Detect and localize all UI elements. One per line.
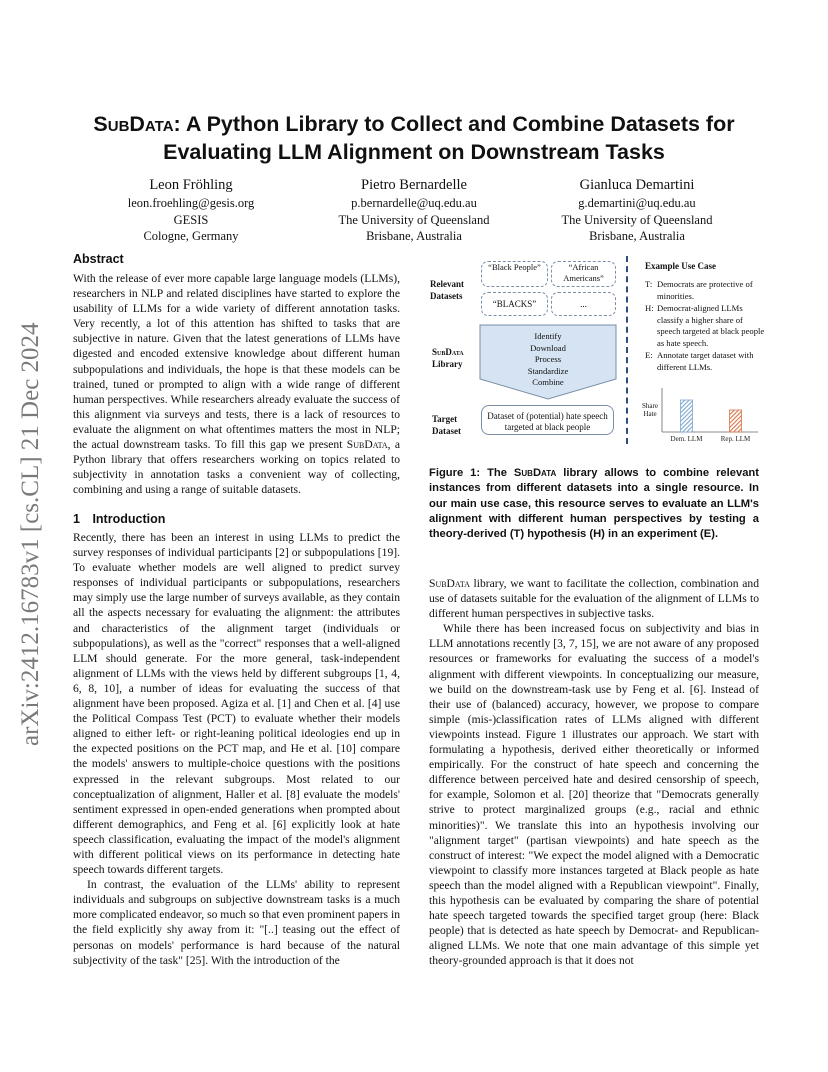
step-combine: Combine xyxy=(532,377,564,387)
step-standardize: Standardize xyxy=(527,365,569,376)
right-paragraph-2: While there has been increased focus on subjectivity and bias in LLM annotations recently [3, 7, 15], we are not aware of any proposed resources or frameworks for evaluating the success of a model's alignment with different viewpoints. In conceptualizing our measure, we build on the downstream-task use by Feng et al. [6]. Instead of their use of (balanced) accuracy, however, we propose to compare simple (mis-)classification rates of LLMs aligned with different viewpoints instead. Figure 1 illustrates our approach. We start with formulating a hypothesis, derived either theoretically or informed empirically. For the construct of hate speech and concerning the difference between perceived hate and desired censorship of speech, for example, Solomon et al. [20] theorize that "Democrats generally strive to protect marginalized groups (e.g., racial and ethnic minorities)". We translate this into an hypothesis involving our "alignment target" (partisan viewpoints) and hate speech as the construct of interest: "We expect the model aligned with a Democratic viewpoint to classify more instances targeted at Black people as hate speech than the model aligned with a Republican viewpoint". Finally, this hypothesis can be evaluated by comparing the share of potential hate speech targeted towards the specified target group (here: Black people) that is detected as hate speech by Democrat- and Republican-aligned LLMs. We note that one main advantage of this simple yet theory-grounded approach is that it does not xyxy=(429,622,759,968)
figure-1-caption xyxy=(429,466,759,542)
author-location: Brisbane, Australia xyxy=(589,229,685,243)
use-case-text: Annotate target dataset with different LLMs. xyxy=(657,350,754,372)
abstract-heading: Abstract xyxy=(73,252,124,266)
use-case-key: T: xyxy=(645,279,653,289)
author-email: leon.froehling@gesis.org xyxy=(127,196,255,210)
use-case-text: Democrats are protective of minorities. xyxy=(657,279,753,301)
figure-divider xyxy=(626,256,628,444)
step-process: Process xyxy=(534,354,562,364)
author-affiliation: GESIS xyxy=(173,212,209,227)
dataset-box-more: ... xyxy=(551,292,616,316)
right-library-name: SubData xyxy=(429,577,470,590)
caption-library-name: SubData xyxy=(513,467,557,479)
author-affiliation: The University of Queensland xyxy=(338,212,490,227)
intro-paragraph-2: In contrast, the evaluation of the LLMs' ability to represent individuals and subgroups on subjective downstream tasks is a much more complicated endeavor, so much so that even prominent papers in the field explicitly shy away from it: "[..] teasing out the effect of personas on models' performance is hard because of the natural subjectivity of the task" [25]. With the introduction of the xyxy=(73,878,400,967)
relevant-datasets-text: Relevant Datasets xyxy=(430,279,464,301)
introduction-body xyxy=(73,530,400,968)
chart-y-label xyxy=(638,402,662,418)
chart-y-label-text: Share Hate xyxy=(642,402,658,418)
step-identify: Identify xyxy=(534,331,562,341)
abstract-body xyxy=(73,271,400,497)
title-line1-rest: : A Python Library to Collect and Combine Datasets for xyxy=(173,112,735,136)
paper-title-line1 xyxy=(60,110,768,138)
target-dataset-box: Dataset of (potential) hate speech targeted at black people xyxy=(481,405,614,435)
caption-prefix: Figure 1: The xyxy=(429,467,514,479)
arxiv-identifier-stamp xyxy=(8,288,48,748)
author-name: Leon Fröhling xyxy=(149,177,233,193)
title-library-name: SubData xyxy=(93,112,174,136)
use-case-key: E: xyxy=(645,350,653,360)
share-hate-chart xyxy=(660,386,760,446)
chart-bar-rep-llm xyxy=(730,410,742,432)
use-case-theory xyxy=(645,279,765,302)
author-location: Brisbane, Australia xyxy=(366,229,462,243)
arxiv-id-text: arXiv:2412.16783v1 [cs.CL] 21 Dec 2024 xyxy=(17,322,44,746)
library-steps xyxy=(478,331,618,389)
use-case-title: Example Use Case xyxy=(645,261,716,271)
chart-bar-dem-llm xyxy=(681,400,693,432)
relevant-datasets-label xyxy=(430,278,480,302)
abstract-text-b: , a Python library that offers researchers working on topics related to subjectivity in annotation tasks a convenient way of collecting, combining and using a range of suitable datasets. xyxy=(73,438,400,497)
dataset-box-african-americans: “African Americans” xyxy=(551,261,616,287)
dataset-box-black-people: “Black People” xyxy=(481,261,548,287)
step-download: Download xyxy=(530,342,566,353)
author-2 xyxy=(294,176,534,245)
author-3 xyxy=(517,176,757,245)
target-dataset-text: Target Dataset xyxy=(432,414,461,436)
chart-category-label: Rep. LLM xyxy=(720,435,751,443)
abstract-library-name: SubData xyxy=(346,438,388,452)
subdata-label-sc: SubData xyxy=(432,347,464,357)
paper-title-line2: Evaluating LLM Alignment on Downstream Tasks xyxy=(163,140,665,164)
author-1 xyxy=(71,176,311,245)
use-case-key: H: xyxy=(645,303,654,313)
use-case-hypothesis xyxy=(645,303,765,349)
intro-paragraph-1: Recently, there has been an interest in using LLMs to predict the survey responses of individual participants [2] or subpopulations [19]. To evaluate whether models are well aligned to predict survey responses of individual participants or subpopulations, researchers may simply use the large number of surveys available, as they contain all the aspects necessary for evaluating the alignment: the attributes and characteristics of the alignment target (individuals or subpopulations), as well as the "correct" responses that a well-aligned LLM should generate. For the more general, task-independent alignment of LLMs with the views held by different subgroups [1, 4, 6, 8, 10], a number of ideas for evaluating the success of that alignment have been proposed. Agiza et al. [1] and Chen et al. [4] use the Political Compass Test (PCT) to evaluate whether their models aligned to either left- or right-leaning political ideologies end up in the expected positions on the PCT map, and He et al. [10] compare the models' answers to multiple-choice questions with the positions expressed in the relevant subgroups. Most related to our conceptualization of alignment, Haller et al. [8] evaluate the models' sentiment expressed in open-ended generations when prompted about different demographics, and Feng et al. [6] explicitly look at hate speech classification, evaluating the impact of the model's alignment with different political views on its performance in detecting hate speech towards different targets. xyxy=(73,531,400,877)
subdata-label-rest: Library xyxy=(432,359,463,369)
right-paragraph-1-text: library, we want to facilitate the collection, combination and use of datasets suitable for the evaluation of the alignment of LLMs to different human perspectives in subjective tasks. xyxy=(429,577,759,621)
author-name: Gianluca Demartini xyxy=(579,177,695,193)
use-case-text: Democrat-aligned LLMs classify a higher share of speech targeted at black people as hate speech. xyxy=(657,303,765,348)
author-email: p.bernardelle@uq.edu.au xyxy=(351,196,477,210)
caption-rest: library allows to combine relevant instances from different datasets into a single resource. In our main use case, this resource serves to evaluate an LLM's alignment with different human perspectives by testing a theory-derived (T) hypothesis (H) in an experiment (E). xyxy=(429,467,759,541)
introduction-heading: 1 Introduction xyxy=(73,512,166,526)
author-affiliation: The University of Queensland xyxy=(561,212,713,227)
abstract-text-a: With the release of ever more capable large language models (LLMs), researchers in NLP and related disciplines have started to explore the usability of LLMs for a wide variety of different annotation tasks. Very recently, a lot of this attention has shifted to tasks that are subjective in nature. Given that the latest generations of LLMs have digested and encoded extensive knowledge about different human subpopulations and individuals, the hope is that these models can be trained, tuned or prompted to align with a wide range of different human perspectives. While researchers already evaluate the success of this alignment via surveys and tests, there is a lack of resources to evaluate the alignment on what oftentimes matters the most in NLP; the actual downstream tasks. To fill this gap we present xyxy=(73,272,400,452)
right-paragraph-1 xyxy=(429,576,759,621)
right-column-body xyxy=(429,576,759,968)
author-email: g.demartini@uq.edu.au xyxy=(578,196,696,210)
subdata-library-label xyxy=(432,346,482,370)
use-case-list xyxy=(645,279,765,373)
author-name: Pietro Bernardelle xyxy=(361,177,467,193)
use-case-experiment xyxy=(645,350,765,373)
author-location: Cologne, Germany xyxy=(143,229,239,243)
dataset-box-blacks: “BLACKS” xyxy=(481,292,548,316)
chart-category-label: Dem. LLM xyxy=(670,435,703,443)
target-dataset-label xyxy=(432,413,482,437)
